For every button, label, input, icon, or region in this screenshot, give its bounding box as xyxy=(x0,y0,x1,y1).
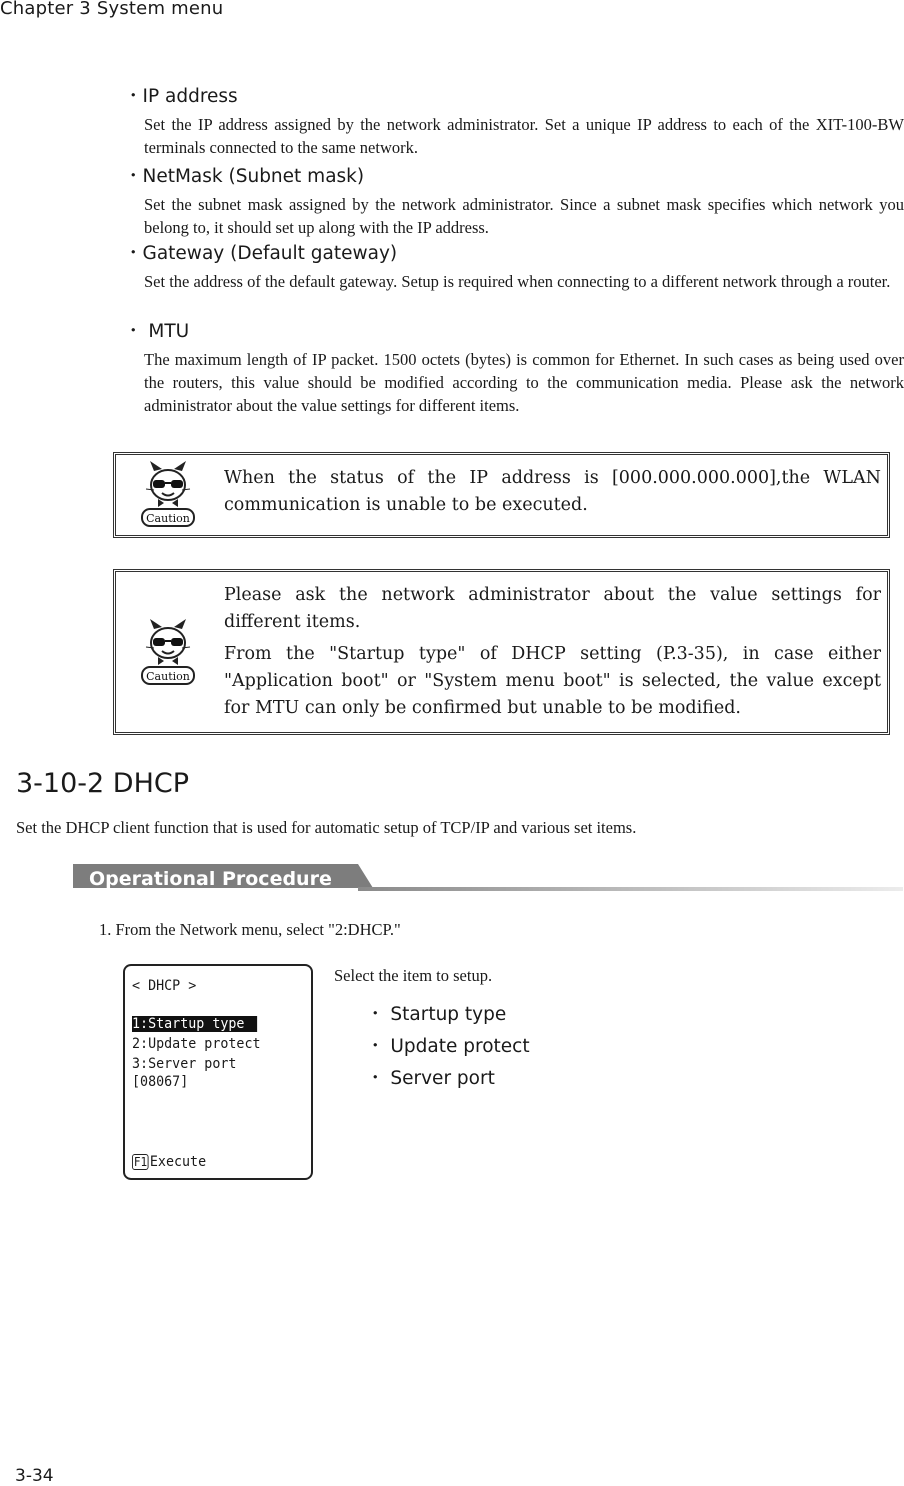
caution-text xyxy=(224,582,881,722)
chapter-header: Chapter 3 System menu xyxy=(0,0,224,19)
item-netmask xyxy=(124,166,904,239)
caution-box xyxy=(113,569,890,735)
terminal-screen xyxy=(123,964,313,1180)
caution-cat-icon xyxy=(140,619,196,687)
procedure-step: 1. From the Network menu, select "2:DHCP." xyxy=(99,920,401,939)
caution-cat-icon xyxy=(140,461,196,529)
caution-paragraph: Please ask the network administrator about the value settings for different items. xyxy=(224,585,881,632)
item-title: ・Gateway (Default gateway) xyxy=(124,243,398,264)
setup-item: ・ Update protect xyxy=(366,1036,530,1057)
item-description: Set the address of the default gateway. Setup is required when connecting to a different network through a router. xyxy=(144,272,891,291)
item-description: Set the IP address assigned by the network administrator. Set a unique IP address to each of the XIT-100-BW terminals connected to the same network. xyxy=(144,115,904,157)
caution-paragraph: When the status of the IP address is [000.000.000.000],the WLAN communication is unable to be executed. xyxy=(224,468,881,515)
caution-paragraph: From the "Startup type" of DHCP setting (P.3-35), in case either "Application boot" or "System menu boot" is selected, the value except for MTU can only be confirmed but unable to be modified. xyxy=(224,644,881,718)
f1-key-icon: F1 xyxy=(133,1155,148,1169)
setup-intro: Select the item to setup. xyxy=(334,966,493,985)
setup-item: ・ Startup type xyxy=(366,1004,507,1025)
item-ip-address xyxy=(124,86,904,159)
caution-text xyxy=(224,465,881,519)
svg-text:Caution: Caution xyxy=(146,512,190,525)
terminal-function-key[interactable]: F1 Execute xyxy=(133,1154,207,1170)
svg-text:Caution: Caution xyxy=(146,670,190,683)
section-description: Set the DHCP client function that is used for automatic setup of TCP/IP and various set items. xyxy=(16,818,637,837)
item-title: ・IP address xyxy=(124,86,238,107)
item-description: Set the subnet mask assigned by the network administrator. Since a subnet mask specifies which network you belong to, it should set up along with the IP address. xyxy=(144,195,904,237)
caution-box xyxy=(113,452,890,538)
terminal-value: [08067] xyxy=(132,1074,189,1090)
item-title: ・NetMask (Subnet mask) xyxy=(124,166,365,187)
section-title: 3-10-2 DHCP xyxy=(16,768,190,799)
page-number: 3-34 xyxy=(15,1466,54,1486)
terminal-menu-item[interactable]: 3:Server port xyxy=(132,1056,237,1072)
terminal-menu-item[interactable]: 2:Update protect xyxy=(132,1036,261,1052)
item-gateway xyxy=(124,243,904,293)
terminal-menu-item-selected[interactable]: 1:Startup type xyxy=(132,1016,257,1033)
item-mtu xyxy=(124,321,904,417)
banner-label: Operational Procedure xyxy=(89,868,332,890)
operational-procedure-banner xyxy=(73,864,903,894)
item-title: ・ MTU xyxy=(124,321,190,342)
setup-item: ・ Server port xyxy=(366,1068,495,1089)
item-description: The maximum length of IP packet. 1500 octets (bytes) is common for Ethernet. In such cases as being used over the routers, this value should be modified according to the communication media. Please ask the network administrator about the value settings for different items. xyxy=(144,350,904,415)
terminal-title: < DHCP > xyxy=(132,978,197,994)
